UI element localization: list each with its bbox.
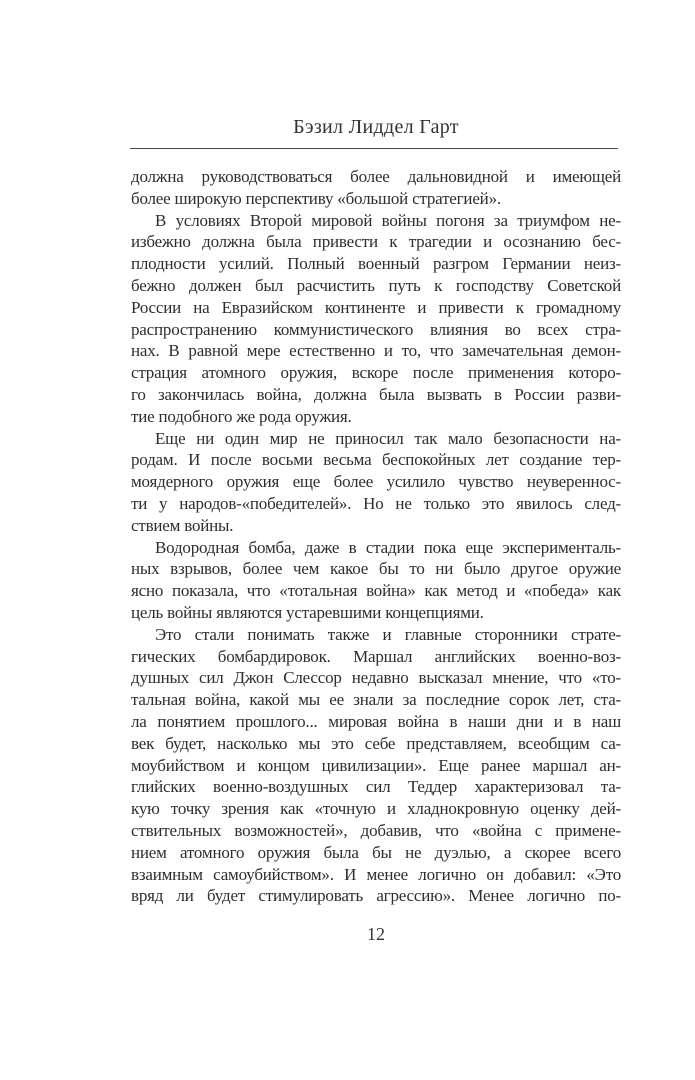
text-line: родам. И после восьми весьма беспокойных лет создание тер- [131,450,621,470]
text-line: В условиях Второй мировой войны погоня за триумфом не- [155,210,621,230]
text-line: нием атомного оружия была бы не дуэлью, а скорее всего [131,842,621,862]
text-line: душных сил Джон Слессор недавно высказал мнение, что «то- [131,668,621,688]
text-line: тие подобного же рода оружия. [131,406,352,426]
text-line: избежно должна была привести к трагедии и осознанию бес- [131,232,621,252]
text-line: Водородная бомба, даже в стадии пока еще эксперименталь- [155,537,621,557]
text-line: ствительных возможностей», добавив, что «война с примене- [131,820,621,840]
text-line: плодности усилий. Полный военный разгром Германии неиз- [131,254,621,274]
running-header: Бэзил Лиддел Гарт [293,116,459,138]
text-line: должна руководствоваться более дальновидной и имеющей [131,167,621,186]
text-line: нах. В равной мере естественно и то, что замечательная демон- [131,341,621,361]
text-line: кую точку зрения как «точную и хладнокровную оценку дей- [131,799,621,819]
text-line: вряд ли будет стимулировать агрессию». Менее логично по- [131,886,621,906]
text-line: гических бомбардировок. Маршал английских военно-воз- [131,646,621,666]
page-number: 12 [367,924,385,944]
text-line: более широкую перспективу «большой стратегией». [131,188,501,208]
text-line: тальная война, какой мы ее знали за последние сорок лет, ста- [131,690,621,710]
header-rule [130,148,618,149]
text-line: моядерного оружия еще более усилило чувство неувереннос- [131,472,621,492]
body-text [131,166,621,907]
text-line: моубийством и концом цивилизации». Еще ранее маршал ан- [131,755,621,775]
text-line: России на Евразийском континенте и привести к громадному [131,297,621,317]
text-line: цель войны являются устаревшими концепциями. [131,602,484,622]
text-line: ла понятием прошлого... мировая война в наши дни и в наш [131,711,621,731]
text-line: ясно показала, что «тотальная война» как метод и «победа» как [131,581,621,601]
text-line: Это стали понимать также и главные сторонники страте- [155,624,621,644]
text-line: Еще ни один мир не приносил так мало безопасности на- [155,428,621,448]
text-line: страция атомного оружия, вскоре после применения которо- [131,363,621,383]
text-line: ти у народов-«победителей». Но не только это явилось след- [131,493,621,513]
text-line: бежно должен был расчистить путь к господству Советской [131,275,621,295]
text-line: ствием войны. [131,515,234,535]
text-line: распространению коммунистического влияния во всех стра- [131,319,621,339]
text-line: глийских военно-воздушных сил Теддер характеризовал та- [131,777,621,797]
text-line: го закончилась война, должна была вызвать в России разви- [131,384,621,404]
text-line: ных взрывов, более чем какое бы то ни было другое оружие [131,559,621,579]
text-line: век будет, насколько мы это себе представляем, всеобщим са- [131,733,621,753]
text-line: взаимным самоубийством». И менее логично он добавил: «Это [131,864,621,884]
